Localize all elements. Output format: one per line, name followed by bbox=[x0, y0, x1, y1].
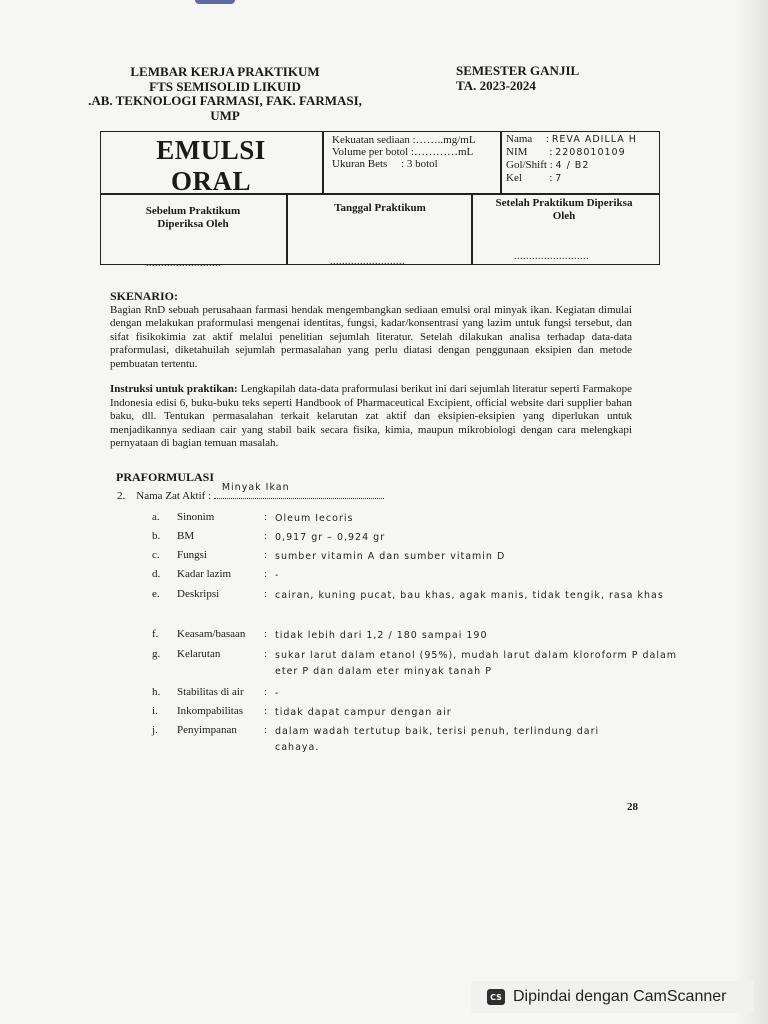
ukuran-bets bbox=[332, 158, 476, 170]
nim-value: 2208010109 bbox=[555, 147, 626, 158]
instruksi-label: Instruksi untuk praktikan: bbox=[110, 383, 238, 395]
nama-value: REVA ADILLA H bbox=[551, 134, 637, 145]
title-line: ORAL bbox=[170, 166, 251, 196]
kel-row: Kel : 7 bbox=[506, 172, 563, 184]
item-letter: a. bbox=[152, 511, 160, 523]
item-letter: f. bbox=[152, 628, 159, 640]
form-title bbox=[100, 135, 322, 197]
header-line: UMP bbox=[210, 107, 240, 123]
ukuran-label: Ukuran Bets bbox=[332, 158, 388, 170]
camscanner-watermark bbox=[471, 981, 754, 1013]
kekuatan-sediaan: Kekuatan sediaan :……..mg/mL bbox=[332, 134, 476, 146]
item-value: sumber vitamin A dan sumber vitamin D bbox=[275, 551, 506, 562]
item-value: tidak dapat campur dengan air bbox=[275, 707, 452, 718]
praformulasi-title: PRAFORMULASI bbox=[116, 470, 214, 484]
nama-zat-field bbox=[214, 482, 384, 499]
item-label: Penyimpanan bbox=[177, 724, 237, 736]
nama-zat-label: Nama Zat Aktif : bbox=[136, 490, 212, 502]
instruksi-section bbox=[110, 383, 632, 451]
item-label: Fungsi bbox=[177, 549, 207, 561]
item-value: - bbox=[275, 688, 280, 699]
item-value: cairan, kuning pucat, bau khas, agak manis, tidak tengik, rasa khas bbox=[275, 590, 664, 601]
item-label: BM bbox=[177, 530, 195, 542]
nama-row: Nama : REVA ADILLA H bbox=[506, 133, 637, 145]
kel-value: 7 bbox=[555, 173, 563, 184]
sebelum-praktikum-label: Sebelum Praktikum Diperiksa Oleh bbox=[145, 205, 241, 230]
nama-label: Nama bbox=[506, 133, 533, 145]
nama-zat-aktif-row bbox=[117, 482, 384, 502]
camscanner-text: Dipindai dengan CamScanner bbox=[513, 988, 727, 1005]
signature-line: ......................... bbox=[146, 258, 221, 269]
signature-line: ......................... bbox=[330, 256, 405, 267]
item-letter: j. bbox=[152, 724, 158, 736]
item-letter: b. bbox=[152, 530, 161, 542]
page-number: 28 bbox=[627, 801, 638, 813]
item-value: 0,917 gr – 0,924 gr bbox=[275, 532, 386, 543]
item-value: tidak lebih dari 1,2 / 180 sampai 190 bbox=[275, 630, 488, 641]
item-letter: c. bbox=[152, 549, 160, 561]
item-value: sukar larut dalam etanol (95%), mudah larut dalam kloroform P dalam eter P dan dalam eter minyak tanah P bbox=[275, 650, 678, 677]
kel-label: Kel bbox=[506, 172, 522, 184]
header-line: .AB. TEKNOLOGI FARMASI, FAK. FARMASI, bbox=[88, 93, 362, 108]
item-number: 2. bbox=[117, 490, 126, 502]
scanned-page: LEMBAR KERJA PRAKTIKUM FTS SEMISOLID LIKUID .AB. TEKNOLOGI FARMASI, FAK. FARMASI, UMP SEMESTER GANJIL TA. 2023-2024 EMULSI ORAL Kekuatan sediaan :……..mg/mL Volume per botol :…………mL Ukuran Bets : 3 botol Nama : REVA ADILLA H NIM : 2208010109 Gol/Shift : 4 / B2 Kel : 7 Sebelum Praktikum Diperiksa Oleh Tanggal Praktikum Setelah Praktikum Diperiksa Oleh ......................... ......................... ......................... SKENARIO: Bagian RnD sebuah perusahaan farmasi hendak mengembangkan sediaan emulsi oral minyak ikan. Kegiatan dimulai dengan melakukan praformulasi mengenai identitas, fungsi, kadar/konsentrasi yang lazim untuk fungsi tersebut, dan sifat fisikokimia zat aktif melalui penelitian sejumlah literatur. Setelah dilakukan analisa terhadap data-data praformulasi, diketahuilah sejumlah permasalahan yang perlu diatasi dengan penggunaan eksipien dan metode pembuatan tertentu. Instruksi untuk praktikan: Lengkapilah data-data praformulasi berikut ini dari sejumlah literatur seperti Farmakope Indonesia edisi 6, buku-buku teks seperti Handbook of Pharmaceutical Excipient, official website dari supplier bahan baku, dll. Tentukan permasalahan terkait kelarutan zat aktif dan eksipien-eksipien yang diperlukan untuk menjadikannya sediaan cair yang stabil baik secara fisika, kimia, maupun mikrobiologi dengan cara melengkapi pernyataan di bagian temuan masalah. PRAFORMULASI 2. Nama Zat Aktif : Minyak Ikan a. Sinonim : Oleum Iecoris b. BM : 0,917 gr – 0,924 gr c. Fungsi : sumber vitamin A dan sumber vitamin D d. Kadar lazim : - e. Deskripsi : cairan, kuning pucat, bau khas, agak manis, tidak tengik, rasa khas f. Keasam/basaan : tidak lebih dari 1,2 / 180 sampai 190 g. Kelarutan : sukar larut dalam etanol (95%), mudah larut dalam kloroform P dalam eter P dan dalam eter minyak tanah P h. Stabilitas di air : - i. Inkompabilitas : tidak dapat campur dengan air j. Penyimpanan : dalam wadah tertutup baik, terisi penuh, terlindung dari cahaya. 28 bbox=[0, 0, 768, 1024]
skenario-title: SKENARIO: bbox=[110, 289, 179, 303]
dosage-info bbox=[332, 134, 476, 170]
item-label: Inkompabilitas bbox=[177, 705, 243, 717]
scan-edge-mark bbox=[195, 0, 235, 4]
nim-row: NIM : 2208010109 bbox=[506, 146, 626, 158]
item-label: Sinonim bbox=[177, 511, 215, 523]
skenario-section bbox=[110, 290, 632, 371]
header-line: LEMBAR KERJA PRAKTIKUM bbox=[130, 64, 320, 79]
header-semester bbox=[456, 63, 579, 93]
gol-label: Gol/Shift : bbox=[506, 159, 553, 171]
page-shadow bbox=[735, 0, 768, 1024]
item-value: dalam wadah tertutup baik, terisi penuh, terlindung dari cahaya. bbox=[275, 726, 600, 753]
item-label: Keasam/basaan bbox=[177, 628, 246, 640]
setelah-praktikum-label: Setelah Praktikum Diperiksa Oleh bbox=[495, 197, 633, 222]
item-label: Kadar lazim bbox=[177, 568, 232, 580]
table-col-divider bbox=[286, 193, 288, 264]
semester-line: SEMESTER GANJIL bbox=[456, 63, 580, 78]
gol-row bbox=[506, 159, 637, 172]
table-col-divider bbox=[471, 193, 473, 264]
item-value: Oleum Iecoris bbox=[275, 513, 354, 524]
camscanner-logo-icon: CS bbox=[487, 989, 505, 1005]
nama-zat-value: Minyak Ikan bbox=[221, 482, 290, 493]
item-letter: i. bbox=[152, 705, 158, 717]
academic-year: TA. 2023-2024 bbox=[456, 78, 536, 93]
item-label: Deskripsi bbox=[177, 588, 220, 600]
signature-line: ......................... bbox=[514, 251, 589, 262]
item-letter: g. bbox=[152, 648, 161, 660]
header-line: FTS SEMISOLID LIKUID bbox=[149, 78, 301, 94]
item-letter: d. bbox=[152, 568, 161, 580]
student-info bbox=[506, 133, 637, 185]
item-label: Kelarutan bbox=[177, 648, 221, 660]
volume-per-botol: Volume per botol :…………mL bbox=[332, 146, 474, 158]
item-label: Stabilitas di air bbox=[177, 686, 244, 698]
item-letter: e. bbox=[152, 588, 160, 600]
header-institution bbox=[80, 65, 370, 123]
tanggal-praktikum-label: Tanggal Praktikum bbox=[334, 202, 426, 214]
instruksi-text: Lengkapilah data-data praformulasi berikut ini dari sejumlah literatur seperti Farmakope Indonesia edisi 6, buku-buku teks seperti Handbook of Pharmaceutical Excipient, official website dari supplier bahan baku, dll. Tentukan permasalahan terkait kelarutan zat aktif dan eksipien-eksipien yang diperlukan untuk menjadikannya sediaan cair yang stabil baik secara fisika, kimia, maupun mikrobiologi dengan cara melengkapi pernyataan di bagian temuan masalah. bbox=[110, 383, 632, 449]
skenario-text: Bagian RnD sebuah perusahaan farmasi hendak mengembangkan sediaan emulsi oral minyak ikan. Kegiatan dimulai dengan melakukan praformulasi mengenai identitas, fungsi, kadar/konsentrasi yang lazim untuk fungsi tersebut, dan sifat fisikokimia zat aktif melalui penelitian sejumlah literatur. Setelah dilakukan analisa terhadap data-data praformulasi, diketahuilah sejumlah permasalahan yang perlu diatasi dengan penggunaan eksipien dan metode pembuatan tertentu. bbox=[110, 303, 632, 370]
ukuran-value: : 3 botol bbox=[401, 158, 438, 170]
nim-label: NIM bbox=[506, 146, 528, 158]
table-col-divider bbox=[322, 131, 324, 194]
title-line: EMULSI bbox=[156, 135, 266, 165]
gol-value: 4 / B2 bbox=[555, 160, 590, 171]
item-letter: h. bbox=[152, 686, 161, 698]
table-col-divider bbox=[500, 131, 502, 194]
item-value: - bbox=[275, 570, 280, 581]
